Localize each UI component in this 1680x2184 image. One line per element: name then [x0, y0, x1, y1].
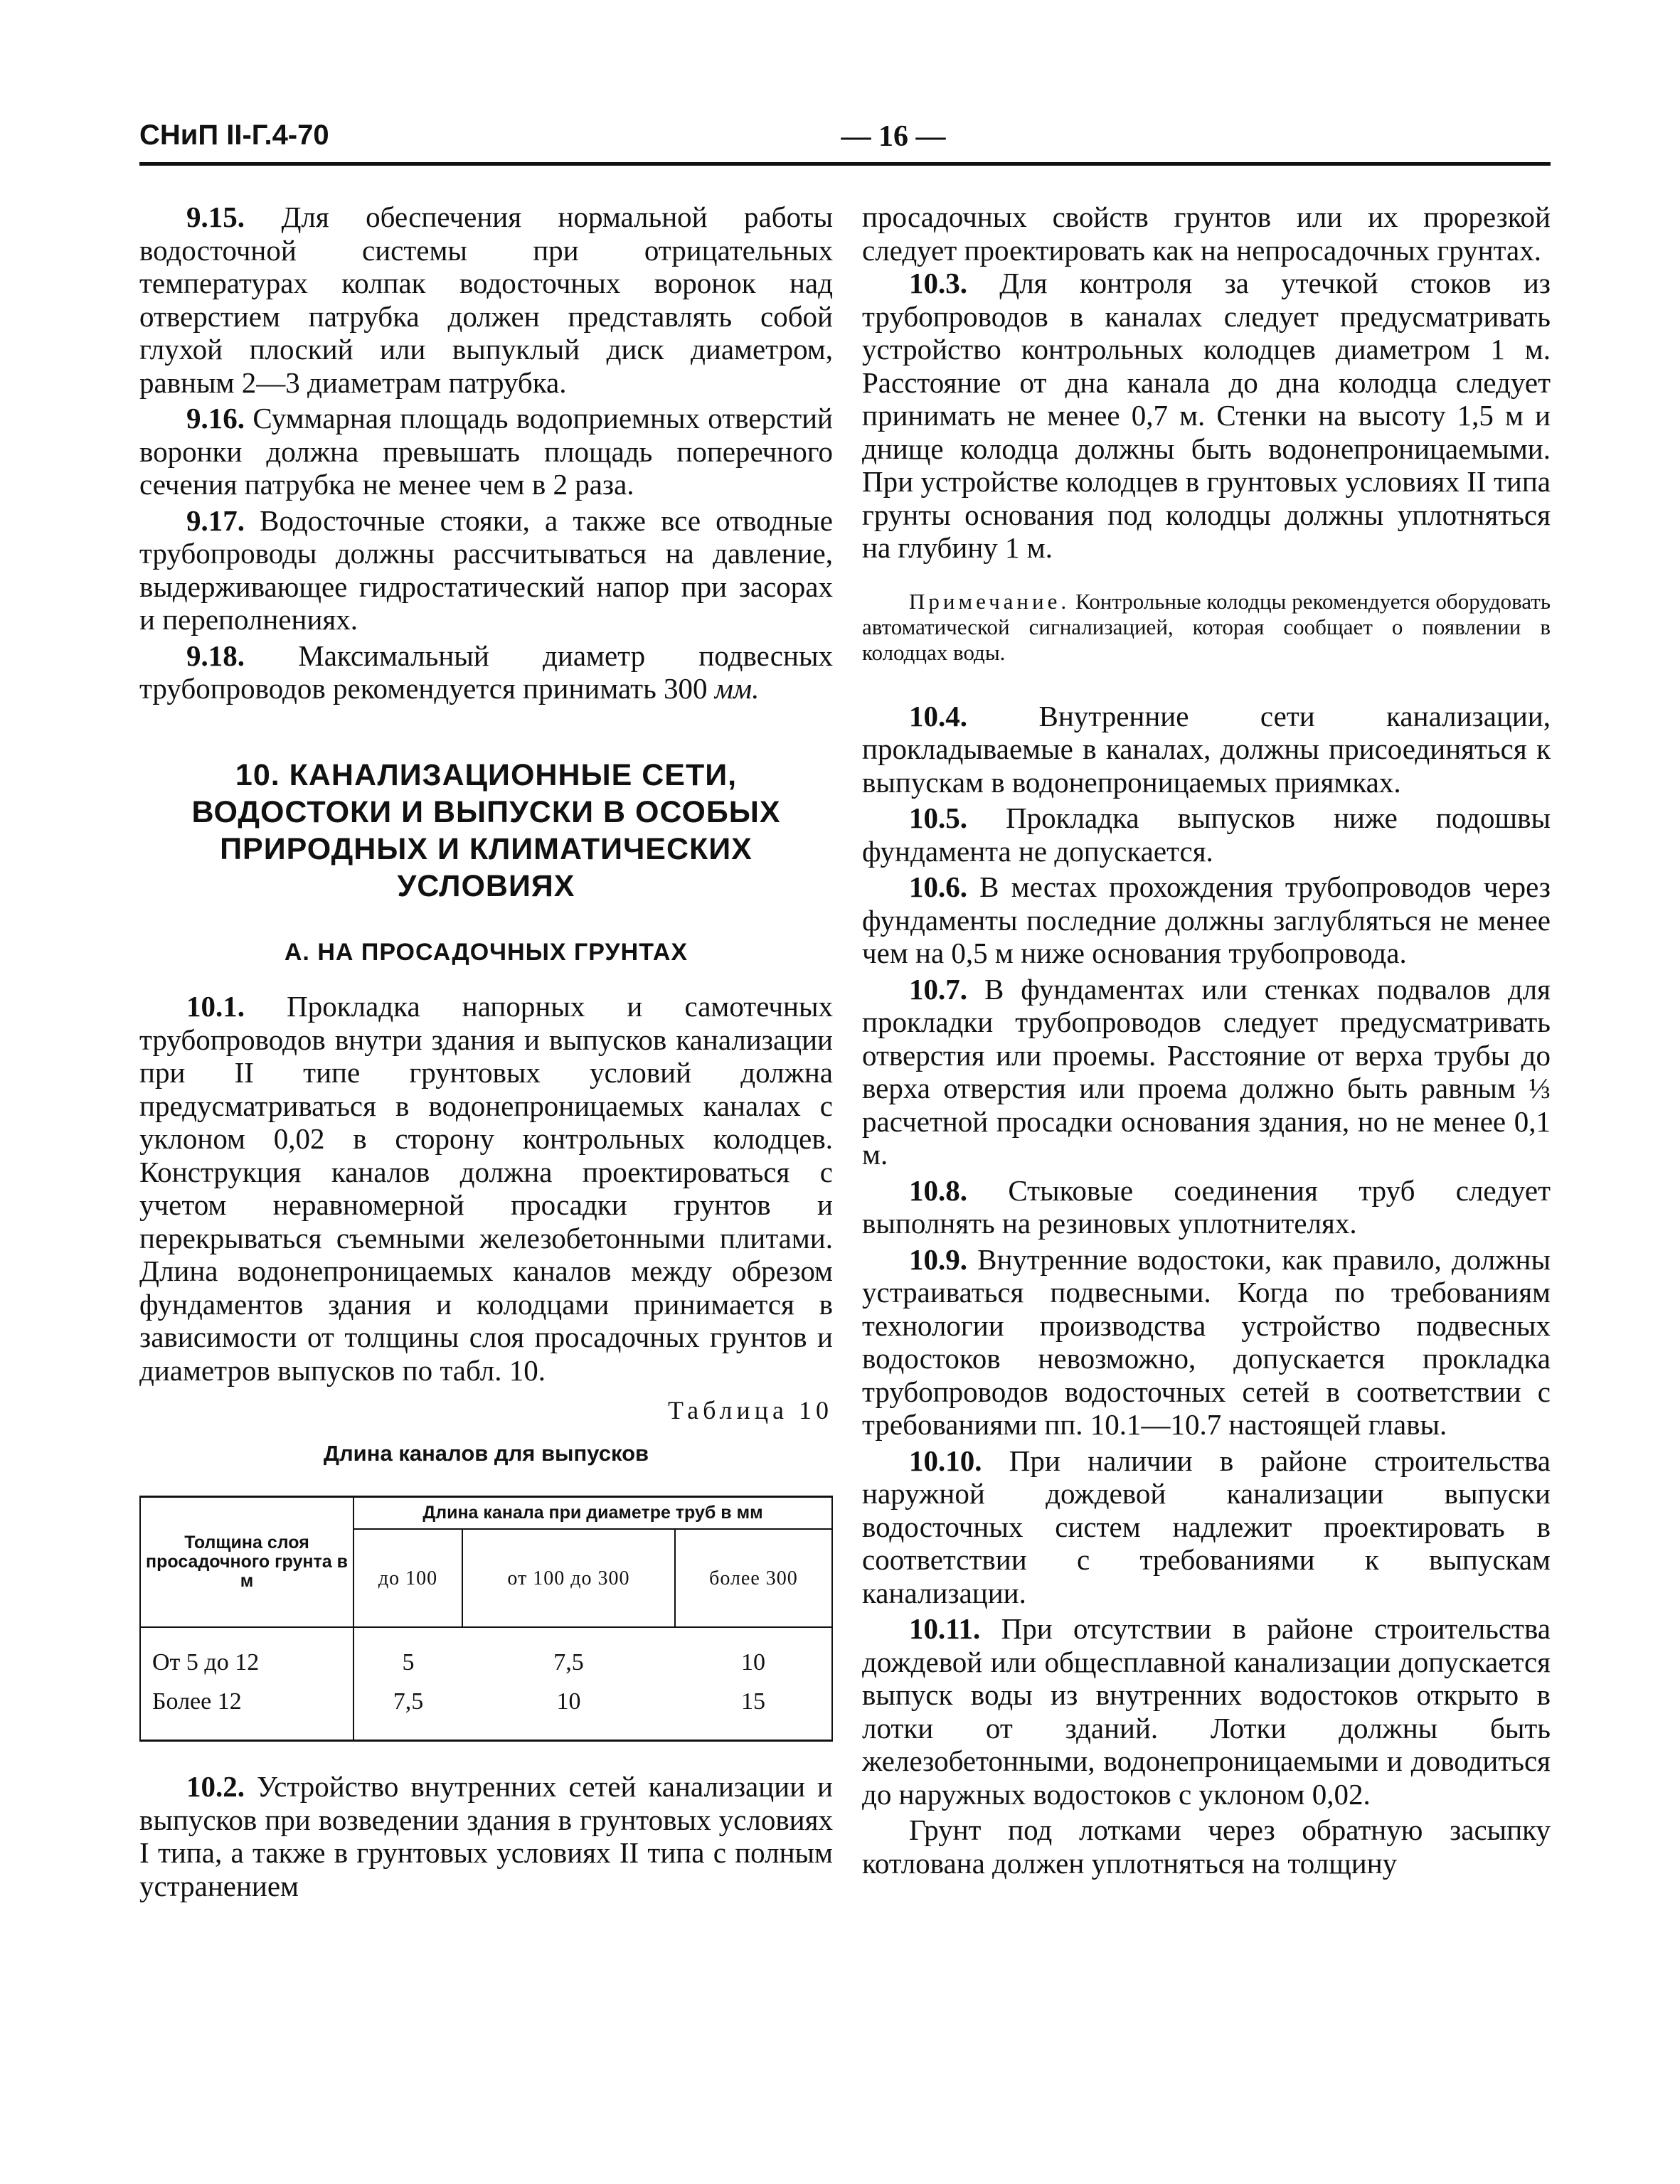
note-text: Контрольные колодцы рекомендуется оборудовать автоматической сигнализацией, которая сообщает о появлении в колодцах воды.	[862, 588, 1551, 665]
clause-text: Для обеспечения нормальной работы водосточной системы при отрицательных температурах колпак водосточных воронок над отверстием патрубка должен представлять собой глухой плоский или выпуклый диск диаметром, равным 2—3 диаметрам патрубка.	[139, 201, 833, 399]
clause-number: 10.11.	[909, 1612, 981, 1645]
clause-number: 10.3.	[909, 267, 967, 299]
paragraph-10-3	[862, 267, 1551, 565]
clause-text: Суммарная площадь водоприемных отверстий воронки должна превышать площадь поперечного сечения патрубка не менее чем в 2 раза.	[139, 402, 833, 501]
document-code: СНиП II-Г.4-70	[139, 119, 329, 151]
clause-text: При наличии в районе строительства наружной дождевой канализации выпуски водосточных систем надлежит проектировать в соответствии с требованиями к выпускам канализации.	[862, 1444, 1551, 1609]
clause-number: 10.9.	[909, 1242, 967, 1276]
clause-number: 9.15.	[186, 201, 245, 233]
clause-number: 9.18.	[186, 639, 245, 672]
table-cell: От 5 до 12	[140, 1627, 353, 1683]
table-cell: 5	[402, 1649, 415, 1676]
clause-text: Внутренние сети канализации, прокладываемые в каналах, должны присоединяться к выпускам в водонепроницаемых приямках.	[862, 699, 1551, 799]
table-header-col: от 100 до 300	[462, 1529, 675, 1627]
left-column	[139, 201, 833, 1905]
table-header-group: Длина канала при диаметре труб в мм	[353, 1497, 832, 1530]
paragraph-9-17	[139, 504, 833, 636]
table-row	[140, 1627, 832, 1683]
table-cell: Более 12	[140, 1683, 353, 1741]
clause-number: 10.10.	[909, 1444, 982, 1477]
clause-text: Внутренние водостоки, как правило, должны устраиваться подвесными. Когда по требованиям технологии производства устройство подвесных водостоков невозможно, допускается прокладка трубопроводов водосточных сетей в соответствии с требованиями пп. 10.1—10.7 настоящей главы.	[862, 1242, 1551, 1441]
table-cell: 15	[675, 1683, 832, 1741]
paragraph-10-10	[862, 1444, 1551, 1610]
clause-number: 10.5.	[909, 801, 967, 834]
clause-number: 9.16.	[186, 402, 245, 435]
unit-text: мм.	[714, 672, 760, 705]
table-header-col: более 300	[675, 1529, 832, 1627]
paragraph-9-18	[139, 639, 833, 705]
paragraph-10-7	[862, 973, 1551, 1171]
paragraph-10-1	[139, 990, 833, 1387]
paragraph-10-8	[862, 1174, 1551, 1240]
clause-number: 10.8.	[909, 1173, 967, 1207]
clause-text: В фундаментах или стенках подвалов для прокладки трубопроводов следует предусматривать отверстия или проемы. Расстояние от верха трубы до верха отверстия или проема должно быть равным ⅓ расчетной просадки основания здания, но не менее 0,1 м.	[862, 972, 1551, 1171]
channel-length-table	[139, 1496, 833, 1742]
note	[862, 589, 1551, 666]
clause-number: 10.4.	[909, 699, 967, 733]
paragraph-10-11	[862, 1612, 1551, 1811]
clause-text: В местах прохождения трубопроводов через фундаменты последние должны заглубляться не менее чем на 0,5 м ниже основания трубопровода.	[862, 870, 1551, 969]
table-cell: 10	[462, 1683, 675, 1741]
paragraph-10-5	[862, 801, 1551, 868]
page-header	[139, 119, 1551, 162]
clause-text: Прокладка выпусков ниже подошвы фундамента не допускается.	[862, 801, 1551, 868]
table-cell: 7,5	[353, 1683, 462, 1741]
paragraph-continuation: просадочных свойств грунтов или их прорезкой следует проектировать как на непросадочных грунтах.	[862, 201, 1551, 267]
subsection-title: А. НА ПРОСАДОЧНЫХ ГРУНТАХ	[284, 938, 689, 966]
paragraph-10-9	[862, 1243, 1551, 1442]
paragraph-9-15	[139, 201, 833, 399]
clause-number: 9.17.	[186, 504, 245, 537]
paragraph-10-6	[862, 870, 1551, 970]
table-header-col: до 100	[353, 1529, 462, 1627]
table-cell: 10	[675, 1627, 832, 1683]
clause-text: Для контроля за утечкой стоков из трубопроводов в каналах следует предусматривать устройство контрольных колодцев диаметром 1 м. Расстояние от дна канала до дна колодца следует принимать не менее 0,7 м. Стенки на высоту 1,5 м и днище колодца должны быть водонепроницаемыми. При устройстве колодцев в грунтовых условиях II типа грунты основания под колодцы должны уплотняться на глубину 1 м.	[862, 267, 1551, 564]
table-cell: 7,5	[553, 1649, 584, 1676]
clause-text: Устройство внутренних сетей канализации и выпусков при возведении здания в грунтовых условиях I типа, а также в грунтовых условиях II типа с полным устранением	[139, 1770, 834, 1902]
clause-text: Водосточные стояки, а также все отводные трубопроводы должны рассчитываться на давление, выдерживающее гидростатический напор при засорах и переполнениях.	[139, 504, 834, 636]
clause-text: Максимальный диаметр подвесных трубопроводов рекомендуется принимать 300	[139, 639, 833, 705]
paragraph-10-4	[862, 700, 1551, 799]
paragraph-9-16	[139, 402, 833, 501]
paragraph-last: Грунт под лотками через обратную засыпку котлована должен уплотняться на толщину	[862, 1813, 1551, 1880]
clause-text: При отсутствии в районе строительства дождевой или общесплавной канализации допускается выпуск воды из внутренних водостоков открыто в лотки от зданий. Лотки должны быть железобетонными, водонепроницаемыми и доводиться до наружных водостоков с уклоном 0,02.	[862, 1612, 1551, 1811]
clause-number: 10.6.	[909, 870, 967, 903]
right-column	[862, 201, 1551, 1882]
paragraph-10-2	[139, 1770, 833, 1902]
table-row	[140, 1683, 832, 1741]
table-title: Длина каналов для выпусков	[323, 1440, 649, 1466]
section-title: 10. КАНАЛИЗАЦИОННЫЕ СЕТИ, ВОДОСТОКИ И ВЫПУСКИ В ОСОБЫХ ПРИРОДНЫХ И КЛИМАТИЧЕСКИХ УСЛОВИЯХ	[191, 757, 781, 903]
header-rule	[139, 162, 1551, 166]
clause-number: 10.7.	[909, 972, 967, 1006]
clause-text: Стыковые соединения труб следует выполнять на резиновых уплотнителях.	[862, 1173, 1551, 1240]
page-number: — 16 —	[841, 120, 946, 153]
clause-number: 10.2.	[186, 1770, 245, 1803]
table-label: Таблица 10	[668, 1396, 833, 1424]
clause-text: Прокладка напорных и самотечных трубопроводов внутри здания и выпусков канализации при II типе грунтовых условий должна предусматриваться в водонепроницаемых каналах с уклоном 0,02 в сторону контрольных колодцев. Конструкция каналов должна проектироваться с учетом неравномерной просадки грунтов и перекрываться съемными железобетонными плитами. Длина водонепроницаемых каналов между обрезом фундаментов здания и колодцами принимается в зависимости от толщины слоя просадочных грунтов и диаметров выпусков по табл. 10.	[139, 990, 833, 1387]
clause-number: 10.1.	[186, 990, 245, 1023]
note-label: Примечание.	[909, 588, 1070, 614]
table-header-thickness: Толщина слоя просадочного грунта в м	[140, 1497, 353, 1628]
